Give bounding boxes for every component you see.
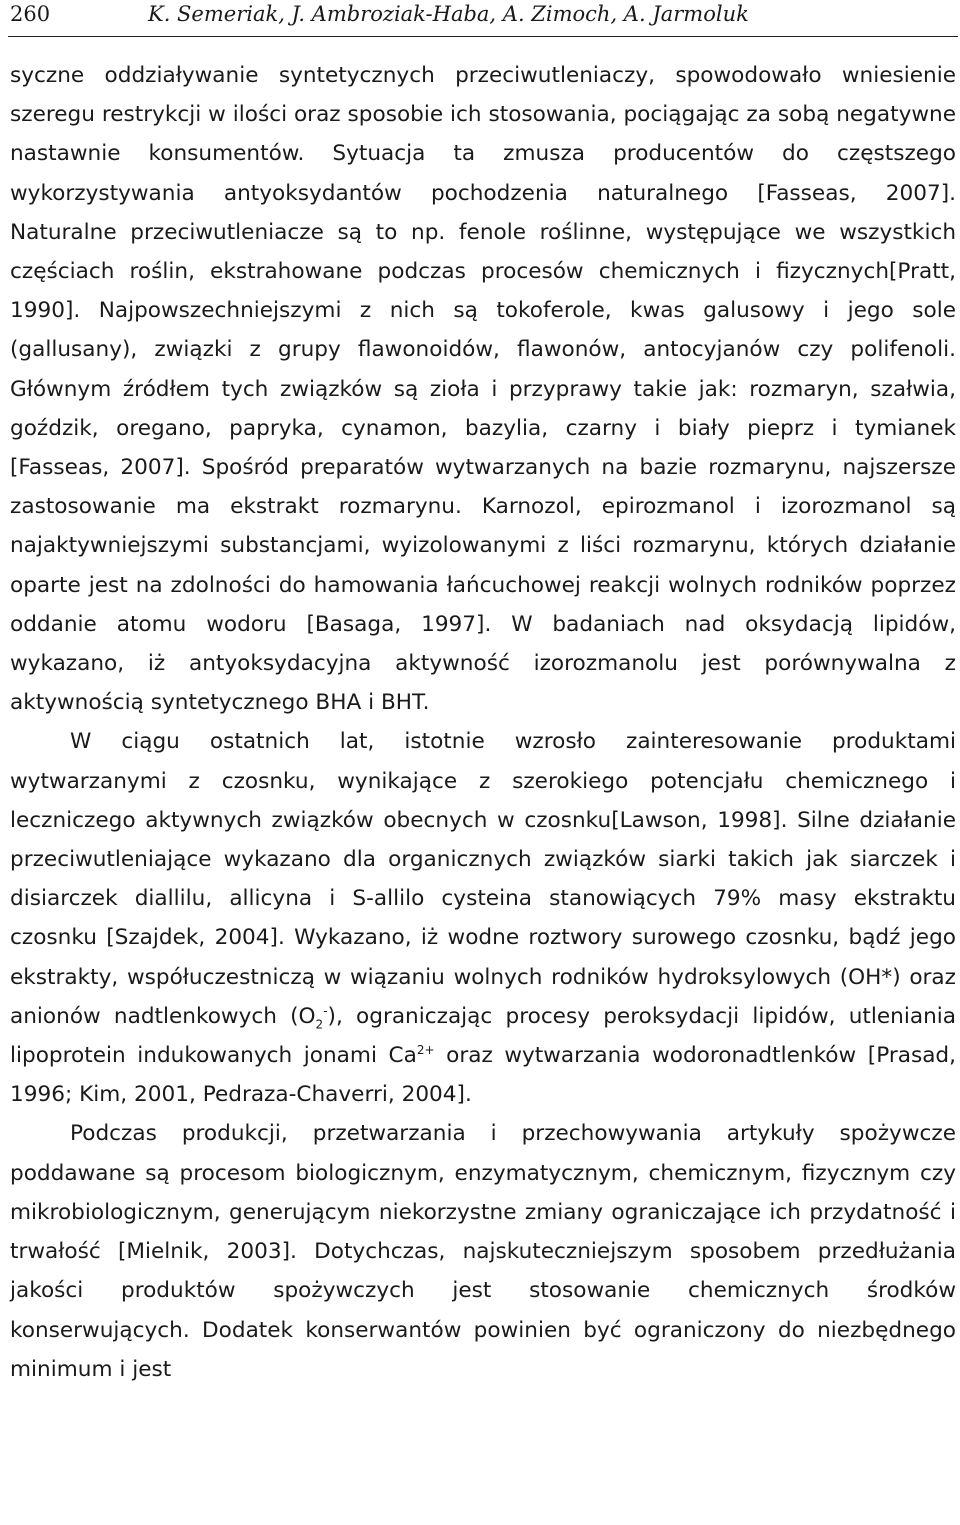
paragraph-antioxidants: syczne oddziaływanie syntetycznych przeciwutleniaczy, spowodowało wniesienie szeregu restrykcji w ilości oraz sposobie ich stosowania, pociągając za sobą negatywne nastawnie konsumentów. Sytuacja ta zmusza producentów do częstszego wykorzystywania antyoksydantów pochodzenia naturalnego [Fasseas, 2007]. Naturalne przeciwutleniacze są to np. fenole roślinne, występujące we wszystkich częściach roślin, ekstrahowane podczas procesów chemicznych i fizycznych[Pratt, 1990]. Najpowszechniejszymi z nich są tokoferole, kwas galusowy i jego sole (gallusany), związki z grupy flawonoidów, flawonów, antocyjanów czy polifenoli. Głównym źródłem tych związków są zioła i przyprawy takie jak: rozmaryn, szałwia, goździk, oregano, papryka, cynamon, bazylia, czarny i biały pieprz i tymianek [Fasseas, 2007]. Spośród preparatów wytwarzanych na bazie rozmarynu, najszersze zastosowanie ma ekstrakt rozmarynu. Karnozol, epirozmanol i izorozmanol są najaktywniejszymi substancjami, wyizolowanymi z liści rozmarynu, których działanie oparte jest na zdolności do hamowania łańcuchowej reakcji wolnych rodników poprzez oddanie atomu wodoru [Basaga, 1997]. W badaniach nad oksydacją lipidów, wykazano, iż antyoksydacyjna aktywność izorozmanolu jest porównywalna z aktywnością syntetycznego BHA i BHT.: [10, 63, 956, 716]
ca-superscript: 2+: [416, 1042, 435, 1057]
running-head-authors: K. Semeriak, J. Ambroziak-Haba, A. Zimoch, A. Jarmoluk: [148, 2, 749, 26]
paragraph-garlic-text-3: oraz wytwarzania wodoronadtlenków [Prasad, 1996; Kim, 2001, Pedraza-Chaverri, 2004].: [10, 1043, 956, 1108]
o2-superscript: -: [323, 1003, 328, 1018]
o2-subscript: 2: [315, 1017, 324, 1032]
paragraph-garlic: [10, 722, 956, 1114]
paragraph-preservatives: Podczas produkcji, przetwarzania i przechowywania artykuły spożywcze poddawane są procesom biologicznym, enzymatycznym, chemicznym, fizycznym czy mikrobiologicznym, generującym niekorzystne zmiany ograniczające ich przydatność i trwałość [Mielnik, 2003]. Dotychczas, najskuteczniejszym sposobem przedłużania jakości produktów spożywczych jest stosowanie chemicznych środków konserwujących. Dodatek konserwantów powinien być ograniczony do niezbędnego minimum i jest: [10, 1121, 956, 1382]
paragraph-garlic-text-2: ), ograniczając procesy peroksydacji lipidów, utleniania lipoprotein indukowanych jonami Ca: [10, 1003, 956, 1069]
page-number: 260: [10, 2, 51, 26]
paragraph-garlic-text-1: W ciągu ostatnich lat, istotnie wzrosło zainteresowanie produktami wytwarzanymi z czosnku, wynikające z szerokiego potencjału chemicznego i leczniczego aktywnych związków obecnych w czosnku[Lawson, 1998]. Silne działanie przeciwutleniające wykazano dla organicznych związków siarki takich jak siarczek i disiarczek diallilu, allicyna i S-allilo cysteina stanowiących 79% masy ekstraktu czosnku [Szajdek, 2004]. Wykazano, iż wodne roztwory surowego czosnku, bądź jego ekstrakty, współuczestniczą w wiązaniu wolnych rodników hydroksylowych (OH*) oraz anionów nadtlenkowych (O: [10, 729, 956, 1029]
running-header: [8, 0, 958, 37]
body-text: [10, 56, 956, 1389]
